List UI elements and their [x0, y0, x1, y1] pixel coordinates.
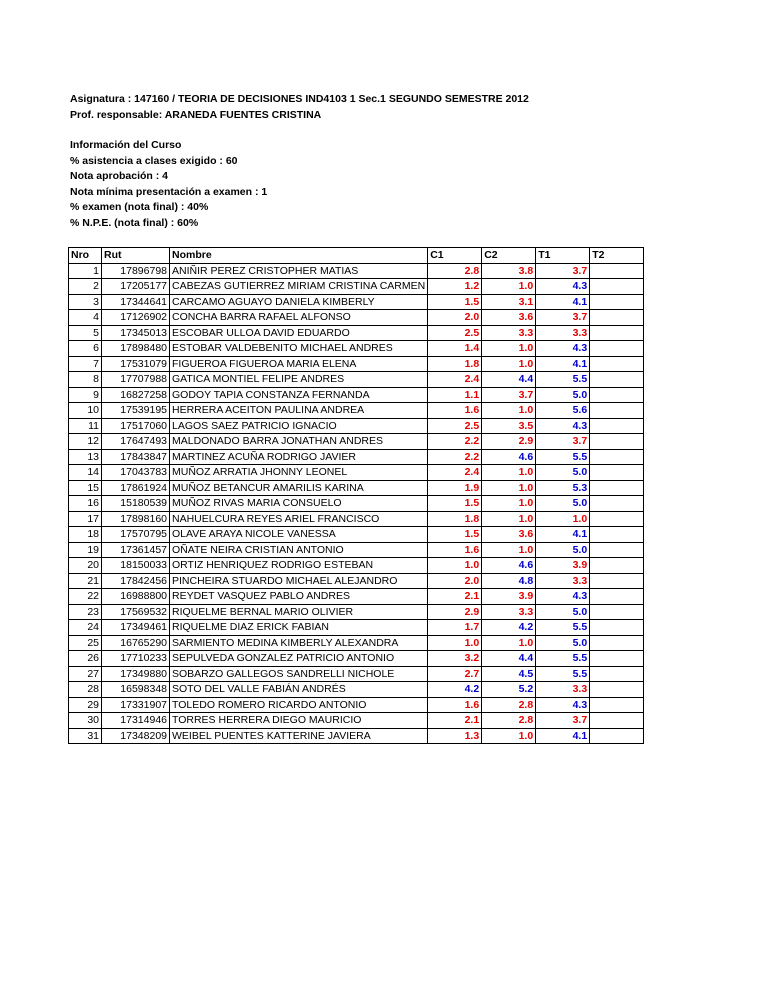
cell-nro: 19 [69, 542, 102, 558]
cell-t2 [590, 635, 644, 651]
cell-t2 [590, 434, 644, 450]
cell-name: HERRERA ACEITON PAULINA ANDREA [170, 403, 428, 419]
npe-percentage: % N.P.E. (nota final) : 60% [70, 216, 199, 229]
cell-rut: 17361457 [102, 542, 170, 558]
cell-t2 [590, 558, 644, 574]
cell-t2 [590, 325, 644, 341]
cell-t2 [590, 449, 644, 465]
cell-t1: 5.0 [536, 387, 590, 403]
table-row [69, 325, 644, 341]
cell-name: LAGOS SAEZ PATRICIO IGNACIO [170, 418, 428, 434]
cell-t2 [590, 573, 644, 589]
cell-nro: 5 [69, 325, 102, 341]
cell-c2: 3.9 [482, 589, 536, 605]
cell-rut: 17539195 [102, 403, 170, 419]
cell-name: WEIBEL PUENTES KATTERINE JAVIERA [170, 728, 428, 744]
cell-name: NAHUELCURA REYES ARIEL FRANCISCO [170, 511, 428, 527]
cell-c2: 3.3 [482, 604, 536, 620]
cell-nro: 6 [69, 341, 102, 357]
cell-c1: 1.7 [428, 620, 482, 636]
cell-c2: 1.0 [482, 403, 536, 419]
cell-nro: 21 [69, 573, 102, 589]
cell-c1: 1.5 [428, 496, 482, 512]
cell-t2 [590, 310, 644, 326]
cell-c1: 2.1 [428, 589, 482, 605]
cell-nro: 22 [69, 589, 102, 605]
cell-nro: 16 [69, 496, 102, 512]
cell-rut: 17710233 [102, 651, 170, 667]
cell-c2: 3.3 [482, 325, 536, 341]
cell-nro: 11 [69, 418, 102, 434]
cell-rut: 17344641 [102, 294, 170, 310]
min-exam-grade: Nota mínima presentación a examen : 1 [70, 185, 268, 198]
cell-nro: 26 [69, 651, 102, 667]
attendance-requirement: % asistencia a clases exigido : 60 [70, 154, 238, 167]
cell-name: OLAVE ARAYA NICOLE VANESSA [170, 527, 428, 543]
cell-c1: 1.2 [428, 279, 482, 295]
cell-t2 [590, 372, 644, 388]
cell-c2: 3.5 [482, 418, 536, 434]
cell-name: TOLEDO ROMERO RICARDO ANTONIO [170, 697, 428, 713]
cell-t2 [590, 511, 644, 527]
cell-rut: 16827258 [102, 387, 170, 403]
cell-name: MUÑOZ RIVAS MARIA CONSUELO [170, 496, 428, 512]
header-t1: T1 [536, 248, 590, 264]
cell-t1: 3.7 [536, 310, 590, 326]
cell-name: MARTINEZ ACUÑA RODRIGO JAVIER [170, 449, 428, 465]
cell-t2 [590, 279, 644, 295]
cell-nro: 23 [69, 604, 102, 620]
cell-t1: 1.0 [536, 511, 590, 527]
cell-name: CARCAMO AGUAYO DANIELA KIMBERLY [170, 294, 428, 310]
cell-t1: 4.1 [536, 356, 590, 372]
table-row [69, 480, 644, 496]
cell-rut: 17898160 [102, 511, 170, 527]
table-row [69, 651, 644, 667]
cell-rut: 16765290 [102, 635, 170, 651]
cell-name: SARMIENTO MEDINA KIMBERLY ALEXANDRA [170, 635, 428, 651]
cell-nro: 10 [69, 403, 102, 419]
cell-c2: 3.7 [482, 387, 536, 403]
cell-rut: 15180539 [102, 496, 170, 512]
cell-c2: 4.5 [482, 666, 536, 682]
table-row [69, 356, 644, 372]
professor-line: Prof. responsable: ARANEDA FUENTES CRISTINA [70, 108, 322, 121]
cell-t2 [590, 682, 644, 698]
cell-c1: 2.9 [428, 604, 482, 620]
cell-c2: 1.0 [482, 542, 536, 558]
cell-c2: 3.6 [482, 310, 536, 326]
cell-t1: 3.9 [536, 558, 590, 574]
cell-rut: 17349461 [102, 620, 170, 636]
cell-name: CONCHA BARRA RAFAEL ALFONSO [170, 310, 428, 326]
table-row [69, 418, 644, 434]
cell-t2 [590, 403, 644, 419]
header-t2: T2 [590, 248, 644, 264]
cell-rut: 17898480 [102, 341, 170, 357]
cell-c1: 1.8 [428, 356, 482, 372]
cell-name: OÑATE NEIRA CRISTIAN ANTONIO [170, 542, 428, 558]
cell-t2 [590, 294, 644, 310]
table-row [69, 449, 644, 465]
cell-t1: 3.7 [536, 263, 590, 279]
cell-c2: 2.8 [482, 697, 536, 713]
table-row [69, 511, 644, 527]
table-row [69, 263, 644, 279]
cell-nro: 29 [69, 697, 102, 713]
cell-nro: 1 [69, 263, 102, 279]
table-row [69, 310, 644, 326]
cell-rut: 16598348 [102, 682, 170, 698]
cell-name: RIQUELME BERNAL MARIO OLIVIER [170, 604, 428, 620]
cell-t1: 5.6 [536, 403, 590, 419]
course-header [70, 92, 529, 123]
header-nombre: Nombre [170, 248, 428, 264]
cell-t1: 4.3 [536, 279, 590, 295]
cell-c2: 1.0 [482, 496, 536, 512]
cell-t2 [590, 263, 644, 279]
cell-t1: 3.3 [536, 325, 590, 341]
cell-rut: 17569532 [102, 604, 170, 620]
cell-c1: 2.5 [428, 325, 482, 341]
cell-t2 [590, 465, 644, 481]
table-row [69, 294, 644, 310]
header-c2: C2 [482, 248, 536, 264]
cell-rut: 17205177 [102, 279, 170, 295]
grades-body [69, 263, 644, 744]
cell-c1: 1.6 [428, 542, 482, 558]
cell-c1: 1.4 [428, 341, 482, 357]
cell-c2: 4.8 [482, 573, 536, 589]
cell-rut: 17861924 [102, 480, 170, 496]
cell-t1: 5.0 [536, 496, 590, 512]
cell-nro: 8 [69, 372, 102, 388]
approval-grade: Nota aprobación : 4 [70, 170, 169, 182]
cell-t1: 4.1 [536, 728, 590, 744]
header-rut: Rut [102, 248, 170, 264]
table-row [69, 682, 644, 698]
cell-c2: 4.2 [482, 620, 536, 636]
cell-nro: 25 [69, 635, 102, 651]
cell-rut: 17647493 [102, 434, 170, 450]
cell-c2: 1.0 [482, 341, 536, 357]
cell-rut: 17314946 [102, 713, 170, 729]
cell-name: FIGUEROA FIGUEROA MARIA ELENA [170, 356, 428, 372]
cell-c2: 4.6 [482, 558, 536, 574]
cell-c1: 1.5 [428, 527, 482, 543]
cell-c2: 3.8 [482, 263, 536, 279]
cell-t2 [590, 341, 644, 357]
cell-nro: 2 [69, 279, 102, 295]
table-row [69, 527, 644, 543]
cell-name: GODOY TAPIA CONSTANZA FERNANDA [170, 387, 428, 403]
cell-c2: 1.0 [482, 480, 536, 496]
cell-c1: 1.9 [428, 480, 482, 496]
header-nro: Nro [69, 248, 102, 264]
table-row [69, 372, 644, 388]
info-title: Información del Curso [70, 139, 182, 151]
cell-nro: 13 [69, 449, 102, 465]
table-row [69, 604, 644, 620]
cell-t2 [590, 620, 644, 636]
cell-nro: 14 [69, 465, 102, 481]
cell-t2 [590, 496, 644, 512]
cell-t1: 4.1 [536, 294, 590, 310]
cell-c1: 4.2 [428, 682, 482, 698]
cell-t2 [590, 589, 644, 605]
cell-t1: 4.3 [536, 697, 590, 713]
table-row [69, 713, 644, 729]
cell-name: PINCHEIRA STUARDO MICHAEL ALEJANDRO [170, 573, 428, 589]
cell-t2 [590, 356, 644, 372]
cell-c1: 1.3 [428, 728, 482, 744]
cell-c2: 5.2 [482, 682, 536, 698]
cell-name: MUÑOZ ARRATIA JHONNY LEONEL [170, 465, 428, 481]
cell-nro: 3 [69, 294, 102, 310]
table-row [69, 620, 644, 636]
cell-name: TORRES HERRERA DIEGO MAURICIO [170, 713, 428, 729]
table-row [69, 465, 644, 481]
cell-t2 [590, 728, 644, 744]
cell-t2 [590, 713, 644, 729]
cell-nro: 30 [69, 713, 102, 729]
cell-name: SOBARZO GALLEGOS SANDRELLI NICHOLE [170, 666, 428, 682]
cell-c2: 1.0 [482, 511, 536, 527]
table-row [69, 728, 644, 744]
cell-rut: 17043783 [102, 465, 170, 481]
cell-nro: 4 [69, 310, 102, 326]
cell-c1: 2.4 [428, 372, 482, 388]
course-info [70, 138, 267, 231]
cell-t1: 4.3 [536, 589, 590, 605]
cell-name: MALDONADO BARRA JONATHAN ANDRES [170, 434, 428, 450]
cell-c2: 1.0 [482, 356, 536, 372]
table-row [69, 573, 644, 589]
cell-name: ESTOBAR VALDEBENITO MICHAEL ANDRES [170, 341, 428, 357]
cell-c1: 1.6 [428, 697, 482, 713]
table-row [69, 666, 644, 682]
table-row [69, 589, 644, 605]
cell-c2: 2.9 [482, 434, 536, 450]
cell-c1: 1.6 [428, 403, 482, 419]
cell-c1: 2.0 [428, 573, 482, 589]
cell-name: MUÑOZ BETANCUR AMARILIS KARINA [170, 480, 428, 496]
cell-rut: 17349880 [102, 666, 170, 682]
cell-name: SOTO DEL VALLE FABIÁN ANDRÉS [170, 682, 428, 698]
cell-c2: 1.0 [482, 635, 536, 651]
table-header-row [69, 248, 644, 264]
cell-t1: 5.5 [536, 666, 590, 682]
cell-c1: 2.4 [428, 465, 482, 481]
cell-rut: 17843847 [102, 449, 170, 465]
cell-c2: 1.0 [482, 728, 536, 744]
cell-t1: 4.1 [536, 527, 590, 543]
cell-c2: 2.8 [482, 713, 536, 729]
cell-name: ANIÑIR PEREZ CRISTOPHER MATIAS [170, 263, 428, 279]
cell-rut: 17531079 [102, 356, 170, 372]
cell-t1: 5.0 [536, 465, 590, 481]
cell-t1: 5.0 [536, 604, 590, 620]
cell-t2 [590, 604, 644, 620]
cell-name: ORTIZ HENRIQUEZ RODRIGO ESTEBAN [170, 558, 428, 574]
cell-t1: 5.5 [536, 620, 590, 636]
cell-t2 [590, 666, 644, 682]
cell-c2: 3.6 [482, 527, 536, 543]
cell-t2 [590, 651, 644, 667]
cell-rut: 17570795 [102, 527, 170, 543]
cell-t1: 5.0 [536, 635, 590, 651]
cell-t1: 5.5 [536, 651, 590, 667]
table-row [69, 434, 644, 450]
cell-rut: 17331907 [102, 697, 170, 713]
cell-c1: 2.8 [428, 263, 482, 279]
cell-t1: 5.0 [536, 542, 590, 558]
cell-c1: 2.2 [428, 434, 482, 450]
cell-t1: 4.3 [536, 341, 590, 357]
cell-nro: 17 [69, 511, 102, 527]
table-row [69, 279, 644, 295]
cell-name: RIQUELME DIAZ ERICK FABIAN [170, 620, 428, 636]
cell-c1: 1.0 [428, 635, 482, 651]
cell-c1: 2.2 [428, 449, 482, 465]
cell-t1: 5.5 [536, 449, 590, 465]
cell-rut: 16988800 [102, 589, 170, 605]
cell-nro: 12 [69, 434, 102, 450]
cell-c1: 1.5 [428, 294, 482, 310]
cell-name: REYDET VASQUEZ PABLO ANDRES [170, 589, 428, 605]
cell-t1: 3.3 [536, 682, 590, 698]
exam-percentage: % examen (nota final) : 40% [70, 201, 209, 213]
cell-nro: 27 [69, 666, 102, 682]
cell-name: SEPULVEDA GONZALEZ PATRICIO ANTONIO [170, 651, 428, 667]
cell-c2: 1.0 [482, 465, 536, 481]
cell-rut: 17348209 [102, 728, 170, 744]
cell-c2: 4.4 [482, 372, 536, 388]
cell-t1: 3.3 [536, 573, 590, 589]
cell-t2 [590, 480, 644, 496]
cell-nro: 9 [69, 387, 102, 403]
cell-nro: 18 [69, 527, 102, 543]
cell-t2 [590, 418, 644, 434]
cell-rut: 17126902 [102, 310, 170, 326]
cell-t1: 4.3 [536, 418, 590, 434]
cell-c1: 3.2 [428, 651, 482, 667]
cell-nro: 7 [69, 356, 102, 372]
cell-t2 [590, 527, 644, 543]
table-row [69, 635, 644, 651]
table-row [69, 697, 644, 713]
cell-nro: 15 [69, 480, 102, 496]
cell-nro: 20 [69, 558, 102, 574]
cell-t1: 5.3 [536, 480, 590, 496]
cell-c1: 1.1 [428, 387, 482, 403]
cell-nro: 24 [69, 620, 102, 636]
cell-t2 [590, 697, 644, 713]
table-row [69, 387, 644, 403]
cell-t1: 5.5 [536, 372, 590, 388]
cell-name: ESCOBAR ULLOA DAVID EDUARDO [170, 325, 428, 341]
cell-t1: 3.7 [536, 713, 590, 729]
cell-c2: 4.4 [482, 651, 536, 667]
cell-rut: 18150033 [102, 558, 170, 574]
cell-nro: 28 [69, 682, 102, 698]
cell-c2: 3.1 [482, 294, 536, 310]
cell-c2: 1.0 [482, 279, 536, 295]
cell-c1: 2.1 [428, 713, 482, 729]
cell-c2: 4.6 [482, 449, 536, 465]
cell-t1: 3.7 [536, 434, 590, 450]
cell-rut: 17707988 [102, 372, 170, 388]
cell-rut: 17517060 [102, 418, 170, 434]
cell-rut: 17345013 [102, 325, 170, 341]
cell-c1: 2.7 [428, 666, 482, 682]
cell-rut: 17842456 [102, 573, 170, 589]
cell-name: GATICA MONTIEL FELIPE ANDRES [170, 372, 428, 388]
cell-t2 [590, 387, 644, 403]
cell-c1: 2.5 [428, 418, 482, 434]
cell-nro: 31 [69, 728, 102, 744]
table-row [69, 496, 644, 512]
cell-c1: 1.0 [428, 558, 482, 574]
cell-t2 [590, 542, 644, 558]
header-c1: C1 [428, 248, 482, 264]
table-row [69, 558, 644, 574]
cell-name: CABEZAS GUTIERREZ MIRIAM CRISTINA CARMEN [170, 279, 428, 295]
subject-line: Asignatura : 147160 / TEORIA DE DECISIONES IND4103 1 Sec.1 SEGUNDO SEMESTRE 2012 [70, 93, 529, 105]
table-row [69, 403, 644, 419]
cell-c1: 2.0 [428, 310, 482, 326]
table-row [69, 542, 644, 558]
grades-table [68, 247, 644, 744]
cell-c1: 1.8 [428, 511, 482, 527]
cell-rut: 17896798 [102, 263, 170, 279]
table-row [69, 341, 644, 357]
